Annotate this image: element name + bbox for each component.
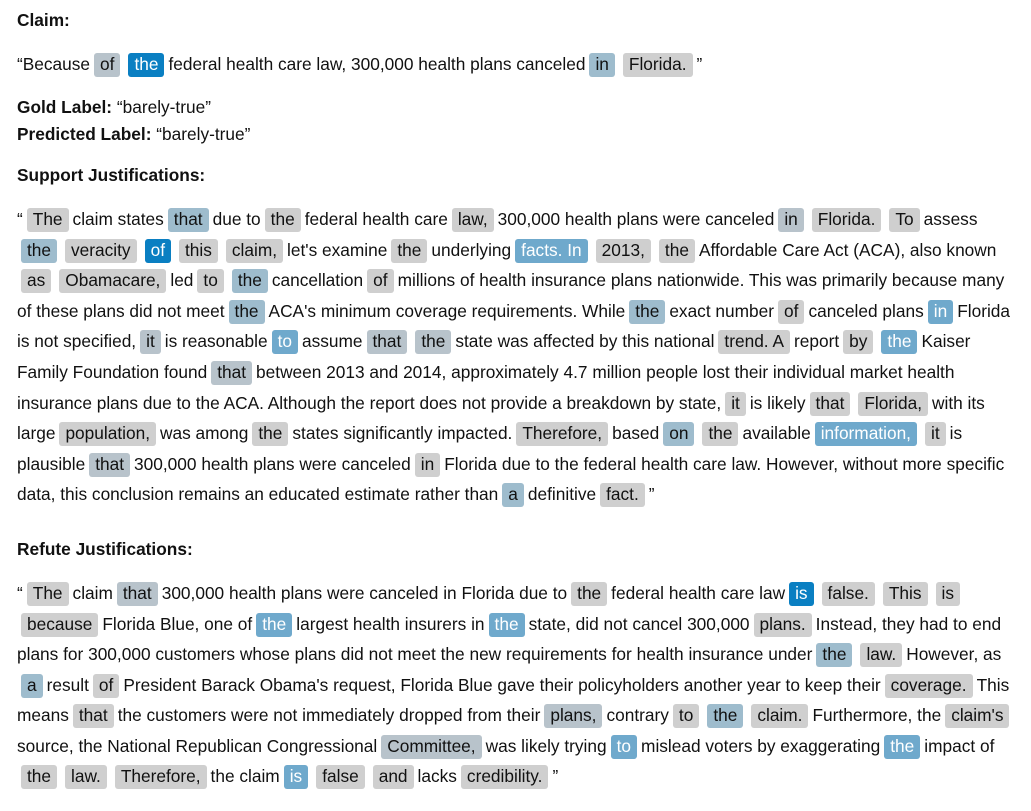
highlighted-token: the bbox=[252, 422, 288, 446]
plain-text: “ bbox=[17, 583, 23, 603]
plain-text: state was affected by this national bbox=[455, 331, 715, 352]
highlighted-token: this bbox=[179, 239, 218, 263]
highlighted-token: it bbox=[925, 422, 946, 446]
highlighted-token: credibility. bbox=[461, 765, 549, 789]
plain-text: “ bbox=[17, 209, 23, 229]
highlighted-token: the bbox=[415, 330, 451, 354]
plain-text: This means bbox=[17, 674, 1010, 725]
plain-text: lacks bbox=[417, 766, 457, 786]
highlighted-token: law, bbox=[452, 208, 494, 232]
highlighted-token: This bbox=[883, 582, 928, 606]
plain-text: claim bbox=[72, 583, 113, 603]
plain-text: assess bbox=[923, 209, 978, 229]
plain-text: based bbox=[612, 423, 660, 444]
highlighted-token: of bbox=[778, 300, 804, 324]
plain-text: Florida Blue, one of bbox=[102, 613, 253, 634]
highlighted-token: in bbox=[928, 300, 953, 324]
plain-text: the customers were not immediately dropped from their bbox=[117, 705, 541, 725]
plain-text: ACA's minimum coverage requirements. While bbox=[268, 300, 626, 321]
highlighted-token: Obamacare, bbox=[59, 269, 166, 293]
plain-text: state, did not cancel 300,000 bbox=[528, 613, 750, 634]
highlighted-token: of bbox=[145, 239, 171, 263]
highlighted-token: Florida, bbox=[858, 392, 928, 416]
plain-text: However, as bbox=[906, 644, 1002, 664]
highlighted-token: Therefore, bbox=[115, 765, 207, 789]
plain-text: federal health care law bbox=[611, 583, 786, 603]
predicted-label-key: Predicted Label: bbox=[17, 124, 152, 144]
highlighted-token: the bbox=[229, 300, 265, 324]
highlighted-token: the bbox=[128, 53, 164, 77]
highlighted-token: fact. bbox=[600, 483, 645, 507]
plain-text: contrary bbox=[606, 705, 669, 725]
highlighted-token: Committee, bbox=[381, 735, 481, 759]
plain-text: ” bbox=[696, 54, 703, 74]
highlighted-token: law. bbox=[65, 765, 107, 789]
highlighted-token: the bbox=[884, 735, 920, 759]
highlighted-token: is bbox=[936, 582, 960, 606]
highlighted-token: the bbox=[881, 330, 917, 354]
highlighted-token: it bbox=[725, 392, 746, 416]
highlighted-token: of bbox=[93, 674, 119, 698]
highlighted-token: the bbox=[629, 300, 665, 324]
plain-text: due to bbox=[212, 209, 261, 229]
highlighted-token: in bbox=[778, 208, 803, 232]
refute-heading: Refute Justifications: bbox=[17, 539, 193, 559]
plain-text: ” bbox=[648, 484, 655, 505]
gold-label-value: “barely-true” bbox=[116, 97, 211, 117]
highlighted-token: by bbox=[843, 330, 873, 354]
plain-text: “Because bbox=[17, 54, 91, 74]
plain-text: definitive bbox=[527, 484, 597, 505]
highlighted-token: the bbox=[659, 239, 695, 263]
highlighted-token: Florida. bbox=[623, 53, 693, 77]
plain-text: impact of bbox=[924, 735, 995, 756]
highlighted-token: information, bbox=[815, 422, 917, 446]
plain-text: states significantly impacted. bbox=[292, 423, 513, 444]
plain-text: federal health care law, 300,000 health plans canceled bbox=[168, 54, 586, 74]
highlighted-token: and bbox=[373, 765, 414, 789]
plain-text: ” bbox=[552, 766, 559, 786]
plain-text: President Barack Obama's request, Florida Blue gave their policyholders another year to keep their bbox=[123, 674, 881, 695]
highlighted-token: the bbox=[489, 613, 525, 637]
highlighted-token: the bbox=[256, 613, 292, 637]
highlighted-token: that bbox=[211, 361, 252, 385]
highlighted-token: population, bbox=[59, 422, 156, 446]
plain-text: claim states bbox=[72, 209, 164, 229]
plain-text: cancellation bbox=[271, 270, 364, 291]
highlighted-token: that bbox=[810, 392, 851, 416]
plain-text: source, the National Republican Congressional bbox=[17, 735, 378, 756]
highlighted-token: the bbox=[707, 704, 743, 728]
plain-text: Furthermore, the bbox=[812, 705, 942, 725]
highlighted-token: claim, bbox=[226, 239, 283, 263]
highlighted-token: trend. A bbox=[718, 330, 790, 354]
highlighted-token: To bbox=[889, 208, 919, 232]
highlighted-token: a bbox=[502, 483, 524, 507]
plain-text: canceled plans bbox=[808, 300, 924, 321]
highlighted-token: plans, bbox=[544, 704, 602, 728]
highlighted-token: the bbox=[702, 422, 738, 446]
plain-text: was among bbox=[160, 423, 249, 444]
plain-text: largest health insurers in bbox=[296, 613, 485, 634]
highlighted-token: facts. In bbox=[515, 239, 588, 263]
plain-text: let's examine bbox=[287, 239, 388, 260]
highlighted-token: Florida. bbox=[812, 208, 882, 232]
highlighted-token: that bbox=[367, 330, 408, 354]
highlighted-token: false bbox=[316, 765, 365, 789]
plain-text: is plausible bbox=[17, 423, 963, 474]
highlighted-token: is bbox=[789, 582, 813, 606]
plain-text: 300,000 health plans were canceled bbox=[497, 209, 775, 229]
plain-text: is reasonable bbox=[164, 331, 268, 352]
plain-text: Instead, they had to end plans for 300,000 customers whose plans did not meet the new requirements for health insurance under bbox=[17, 613, 1002, 664]
highlighted-token: the bbox=[571, 582, 607, 606]
highlighted-token: to bbox=[611, 735, 637, 759]
highlighted-token: in bbox=[415, 453, 440, 477]
plain-text: result bbox=[46, 674, 89, 695]
highlighted-token: that bbox=[168, 208, 209, 232]
plain-text: with its large bbox=[17, 392, 985, 444]
highlighted-token: plans. bbox=[754, 613, 812, 637]
highlighted-token: is bbox=[284, 765, 308, 789]
plain-text: assume bbox=[301, 331, 363, 352]
highlighted-token: veracity bbox=[65, 239, 137, 263]
highlighted-token: of bbox=[367, 269, 393, 293]
claim-heading: Claim: bbox=[17, 10, 70, 30]
highlighted-token: of bbox=[94, 53, 120, 77]
predicted-label-value: “barely-true” bbox=[156, 124, 251, 144]
highlighted-token: the bbox=[816, 643, 852, 667]
highlighted-token: the bbox=[21, 765, 57, 789]
plain-text: available bbox=[742, 423, 811, 444]
highlighted-token: 2013, bbox=[596, 239, 651, 263]
plain-text: mislead voters by exaggerating bbox=[641, 735, 881, 756]
highlighted-token: in bbox=[589, 53, 614, 77]
highlighted-token: claim. bbox=[751, 704, 808, 728]
plain-text: millions of health insurance plans nationwide. This was primarily because many of these plans did not meet bbox=[17, 270, 1005, 321]
plain-text: between 2013 and 2014, approximately 4.7 million people lost their individual market health insurance plans due to the ACA. Although the report does not provide a breakdown by state, bbox=[17, 361, 955, 413]
plain-text: 300,000 health plans were canceled in Florida due to bbox=[161, 583, 568, 603]
predicted-label-line bbox=[17, 124, 250, 145]
highlighted-token: the bbox=[391, 239, 427, 263]
plain-text: the claim bbox=[210, 766, 280, 786]
plain-text: is likely bbox=[749, 392, 806, 413]
highlighted-token: false. bbox=[822, 582, 875, 606]
highlighted-token: to bbox=[673, 704, 699, 728]
highlighted-token: to bbox=[197, 269, 223, 293]
plain-text: Kaiser Family Foundation found bbox=[17, 331, 971, 382]
highlighted-token: to bbox=[272, 330, 298, 354]
highlighted-token: The bbox=[27, 208, 69, 232]
plain-text: led bbox=[170, 270, 194, 291]
plain-text: exact number bbox=[669, 300, 775, 321]
highlighted-token: the bbox=[21, 239, 57, 263]
plain-text: Florida is not specified, bbox=[17, 300, 1011, 352]
highlighted-token: because bbox=[21, 613, 98, 637]
highlighted-token: Therefore, bbox=[516, 422, 608, 446]
highlighted-token: law. bbox=[860, 643, 902, 667]
plain-text: 300,000 health plans were canceled bbox=[134, 453, 411, 474]
gold-label-key: Gold Label: bbox=[17, 97, 113, 117]
plain-text: was likely trying bbox=[485, 735, 607, 756]
highlighted-token: claim's bbox=[945, 704, 1009, 728]
plain-text: Affordable Care Act (ACA), also known bbox=[698, 239, 997, 260]
plain-text: Florida due to the federal health care law. However, without more specific data, this conclusion remains an educated estimate rather than bbox=[17, 453, 1005, 505]
highlighted-token: as bbox=[21, 269, 51, 293]
highlighted-token: the bbox=[232, 269, 268, 293]
support-heading: Support Justifications: bbox=[17, 165, 206, 185]
highlighted-token: a bbox=[21, 674, 43, 698]
refute-justification-text bbox=[17, 578, 1023, 792]
highlighted-token: the bbox=[265, 208, 301, 232]
highlighted-token: that bbox=[117, 582, 158, 606]
plain-text: report bbox=[794, 331, 840, 352]
plain-text: underlying bbox=[431, 239, 512, 260]
highlighted-token: The bbox=[27, 582, 69, 606]
highlighted-token: on bbox=[663, 422, 694, 446]
support-justification-text bbox=[17, 204, 1021, 510]
plain-text: federal health care bbox=[304, 209, 448, 229]
highlighted-token: that bbox=[89, 453, 130, 477]
highlighted-token: that bbox=[73, 704, 114, 728]
gold-label-line bbox=[17, 97, 211, 118]
highlighted-token: it bbox=[140, 330, 161, 354]
claim-text bbox=[17, 51, 1021, 77]
highlighted-token: coverage. bbox=[885, 674, 973, 698]
